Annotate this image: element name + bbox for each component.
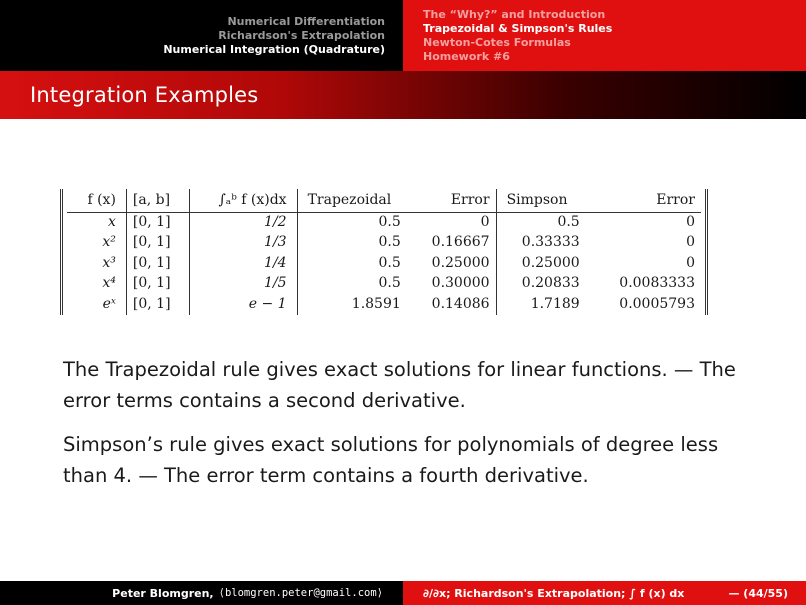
cell-interval: [0, 1] — [126, 274, 189, 295]
table-row — [67, 212, 701, 233]
header-trapezoidal-error: Error — [407, 189, 496, 212]
cell-trapezoidal: 0.5 — [297, 212, 407, 233]
header-exact-integral: ∫ₐᵇ f (x)dx — [190, 189, 297, 212]
cell-trapezoidal-error: 0 — [480, 214, 490, 230]
nav-subsection-homework[interactable]: Homework #6 — [423, 49, 510, 63]
cell-interval: [0, 1] — [126, 253, 189, 274]
cell-trapezoidal: 0.5 — [297, 253, 407, 274]
trapezoidal-remark: The Trapezoidal rule gives exact solutions for linear functions. — The error terms contains a second derivative. — [63, 358, 736, 412]
nav-subsection-introduction[interactable]: The “Why?” and Introduction — [423, 7, 606, 21]
cell-trapezoidal: 1.8591 — [297, 294, 407, 315]
footer-page-number: — (44/55) — [728, 586, 788, 600]
footer-author: Peter Blomgren, — [112, 586, 214, 600]
cell-simpson: 1.7189 — [496, 294, 592, 315]
table-row — [67, 253, 701, 274]
cell-function: x³ — [102, 254, 116, 271]
cell-function: x — [108, 214, 116, 230]
section-navigation — [0, 0, 403, 71]
footer-short-title: ∂/∂x; Richardson's Extrapolation; ∫ f (x) dx — [423, 586, 685, 600]
cell-interval: [0, 1] — [126, 233, 189, 254]
footer-title-panel — [403, 581, 806, 605]
footer-bar — [0, 581, 806, 605]
cell-exact-integral: 1/2 — [190, 212, 297, 233]
table-header-row — [67, 189, 701, 212]
footer-author-panel — [0, 581, 403, 605]
cell-function: eˣ — [102, 295, 116, 312]
cell-exact-integral: e − 1 — [190, 294, 297, 315]
nav-section-richardsons-extrapolation[interactable]: Richardson's Extrapolation — [218, 28, 385, 42]
simpson-remark: Simpson’s rule gives exact solutions for polynomials of degree less than 4. — The error term contains a fourth derivative. — [63, 433, 719, 487]
frame-title-bar — [0, 71, 806, 119]
cell-simpson-error: 0 — [686, 254, 695, 271]
slide-body — [63, 354, 743, 504]
nav-section-numerical-integration[interactable]: Numerical Integration (Quadrature) — [163, 42, 385, 56]
footer-email: ⟨blomgren.peter@gmail.com⟩ — [218, 587, 383, 599]
header-simpson: Simpson — [496, 189, 592, 212]
table-row — [67, 274, 701, 295]
cell-trapezoidal-error: 0.16667 — [431, 234, 490, 251]
header-function: f (x) — [67, 189, 126, 212]
cell-trapezoidal-error: 0.30000 — [431, 275, 490, 292]
table-row — [67, 294, 701, 315]
cell-exact-integral: 1/4 — [190, 253, 297, 274]
integration-examples-table-frame — [60, 189, 708, 315]
header-trapezoidal: Trapezoidal — [297, 189, 407, 212]
cell-simpson-error: 0 — [686, 234, 695, 251]
cell-simpson: 0.20833 — [496, 274, 592, 295]
cell-trapezoidal-error: 0.14086 — [431, 295, 490, 312]
cell-trapezoidal-error: 0.25000 — [431, 254, 490, 271]
frame-title: Integration Examples — [30, 83, 259, 107]
nav-subsection-newton-cotes[interactable]: Newton-Cotes Formulas — [423, 35, 571, 49]
cell-simpson: 0.5 — [496, 212, 592, 233]
cell-function: x⁴ — [102, 275, 116, 292]
nav-section-numerical-differentiation[interactable]: Numerical Differentiation — [227, 14, 385, 28]
nav-subsection-trapezoidal-simpson[interactable]: Trapezoidal & Simpson's Rules — [423, 21, 613, 35]
header-interval: [a, b] — [126, 189, 189, 212]
subsection-navigation — [403, 0, 806, 71]
top-navigation-bar — [0, 0, 806, 71]
cell-function: x² — [102, 234, 116, 251]
cell-trapezoidal: 0.5 — [297, 233, 407, 254]
integration-examples-table — [67, 189, 701, 315]
cell-trapezoidal: 0.5 — [297, 274, 407, 295]
cell-interval: [0, 1] — [126, 212, 189, 233]
cell-exact-integral: 1/5 — [190, 274, 297, 295]
cell-interval: [0, 1] — [126, 294, 189, 315]
cell-simpson-error: 0.0083333 — [619, 275, 695, 292]
cell-exact-integral: 1/3 — [190, 233, 297, 254]
cell-simpson-error: 0 — [686, 214, 695, 230]
header-simpson-error: Error — [592, 189, 701, 212]
cell-simpson: 0.33333 — [496, 233, 592, 254]
table-row — [67, 233, 701, 254]
cell-simpson: 0.25000 — [496, 253, 592, 274]
cell-simpson-error: 0.0005793 — [619, 295, 695, 312]
